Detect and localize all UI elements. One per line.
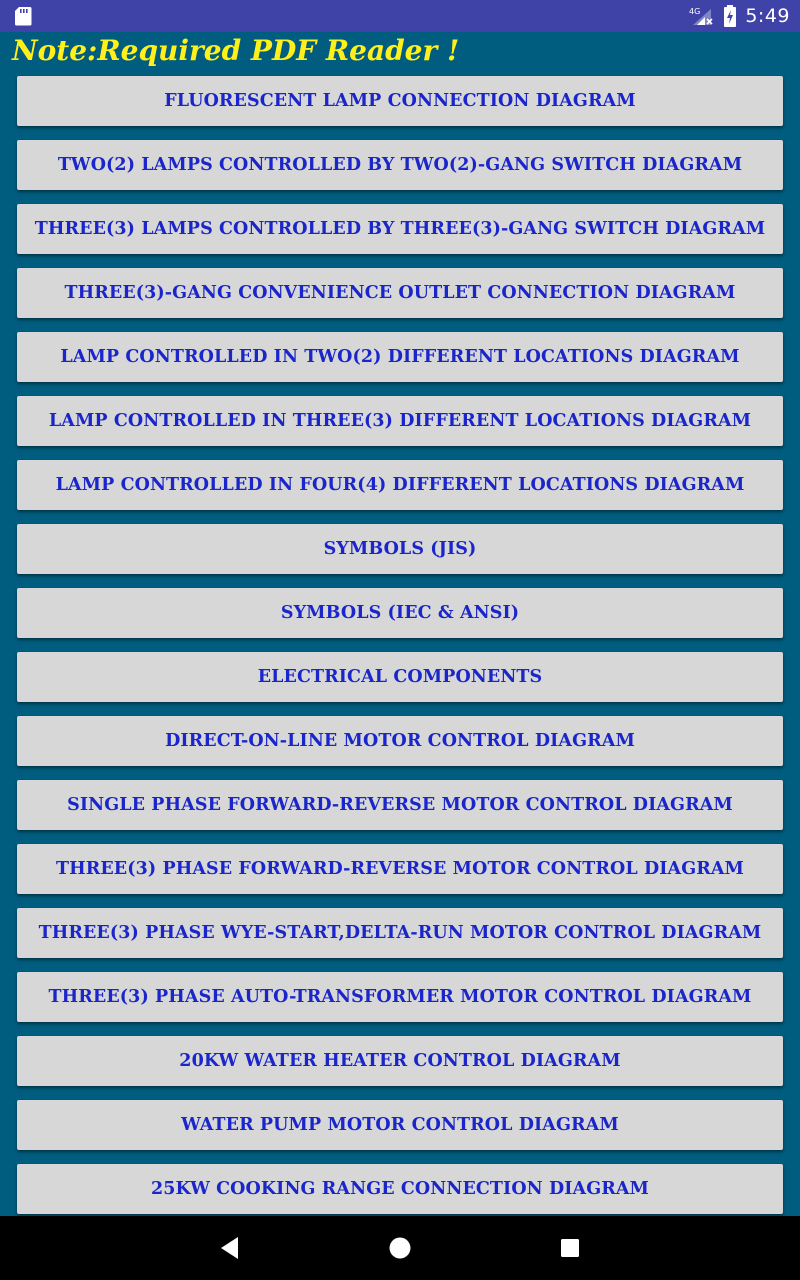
button-label: THREE(3) PHASE AUTO-TRANSFORMER MOTOR CONTROL DIAGRAM [48, 987, 752, 1007]
diagram-menu [17, 76, 783, 1228]
button-label: THREE(3)-GANG CONVENIENCE OUTLET CONNECTION DIAGRAM [64, 283, 736, 303]
symbols-jis-button[interactable] [17, 524, 783, 574]
lamp-two-locations-button[interactable] [17, 332, 783, 382]
button-label: WATER PUMP MOTOR CONTROL DIAGRAM [181, 1115, 619, 1135]
direct-on-line-button[interactable] [17, 716, 783, 766]
signal-icon [689, 5, 715, 27]
button-label: THREE(3) PHASE WYE-START,DELTA-RUN MOTOR CONTROL DIAGRAM [38, 923, 762, 943]
button-label: 25KW COOKING RANGE CONNECTION DIAGRAM [150, 1179, 650, 1199]
three-gang-outlet-button[interactable] [17, 268, 783, 318]
status-icons [689, 0, 790, 32]
auto-transformer-button[interactable] [17, 972, 783, 1022]
button-label: FLUORESCENT LAMP CONNECTION DIAGRAM [164, 91, 636, 111]
button-label: THREE(3) PHASE FORWARD-REVERSE MOTOR CONTROL DIAGRAM [55, 859, 745, 879]
button-label: THREE(3) LAMPS CONTROLLED BY THREE(3)-GANG SWITCH DIAGRAM [34, 219, 766, 239]
button-label: LAMP CONTROLLED IN THREE(3) DIFFERENT LOCATIONS DIAGRAM [48, 411, 752, 431]
back-icon[interactable] [214, 1232, 246, 1264]
button-label: 20KW WATER HEATER CONTROL DIAGRAM [179, 1051, 621, 1071]
three-lamps-three-gang-button[interactable] [17, 204, 783, 254]
electrical-components-button[interactable] [17, 652, 783, 702]
battery-charging-icon [723, 5, 737, 27]
lamp-four-locations-button[interactable] [17, 460, 783, 510]
two-lamps-two-gang-button[interactable] [17, 140, 783, 190]
single-phase-fwd-rev-button[interactable] [17, 780, 783, 830]
lamp-three-locations-button[interactable] [17, 396, 783, 446]
button-label: SINGLE PHASE FORWARD-REVERSE MOTOR CONTROL DIAGRAM [67, 795, 733, 815]
symbols-iec-ansi-button[interactable] [17, 588, 783, 638]
button-label: LAMP CONTROLLED IN FOUR(4) DIFFERENT LOCATIONS DIAGRAM [55, 475, 745, 495]
button-label: SYMBOLS (JIS) [323, 539, 477, 559]
button-label: TWO(2) LAMPS CONTROLLED BY TWO(2)-GANG SWITCH DIAGRAM [57, 155, 743, 175]
network-type: 4G [689, 7, 701, 16]
status-bar [0, 0, 800, 32]
wye-delta-button[interactable] [17, 908, 783, 958]
sd-card-icon [14, 6, 32, 26]
navigation-bar [0, 1216, 800, 1280]
button-label: SYMBOLS (IEC & ANSI) [280, 603, 520, 623]
recents-icon[interactable] [554, 1232, 586, 1264]
clock: 5:49 [745, 5, 790, 27]
button-label: ELECTRICAL COMPONENTS [257, 667, 543, 687]
button-label: DIRECT-ON-LINE MOTOR CONTROL DIAGRAM [165, 731, 635, 751]
cooking-range-button[interactable] [17, 1164, 783, 1214]
button-label: LAMP CONTROLLED IN TWO(2) DIFFERENT LOCATIONS DIAGRAM [60, 347, 740, 367]
three-phase-fwd-rev-button[interactable] [17, 844, 783, 894]
water-heater-button[interactable] [17, 1036, 783, 1086]
pdf-reader-note: Note:Required PDF Reader ! [12, 34, 460, 67]
fluorescent-lamp-button[interactable] [17, 76, 783, 126]
water-pump-button[interactable] [17, 1100, 783, 1150]
home-icon[interactable] [384, 1232, 416, 1264]
